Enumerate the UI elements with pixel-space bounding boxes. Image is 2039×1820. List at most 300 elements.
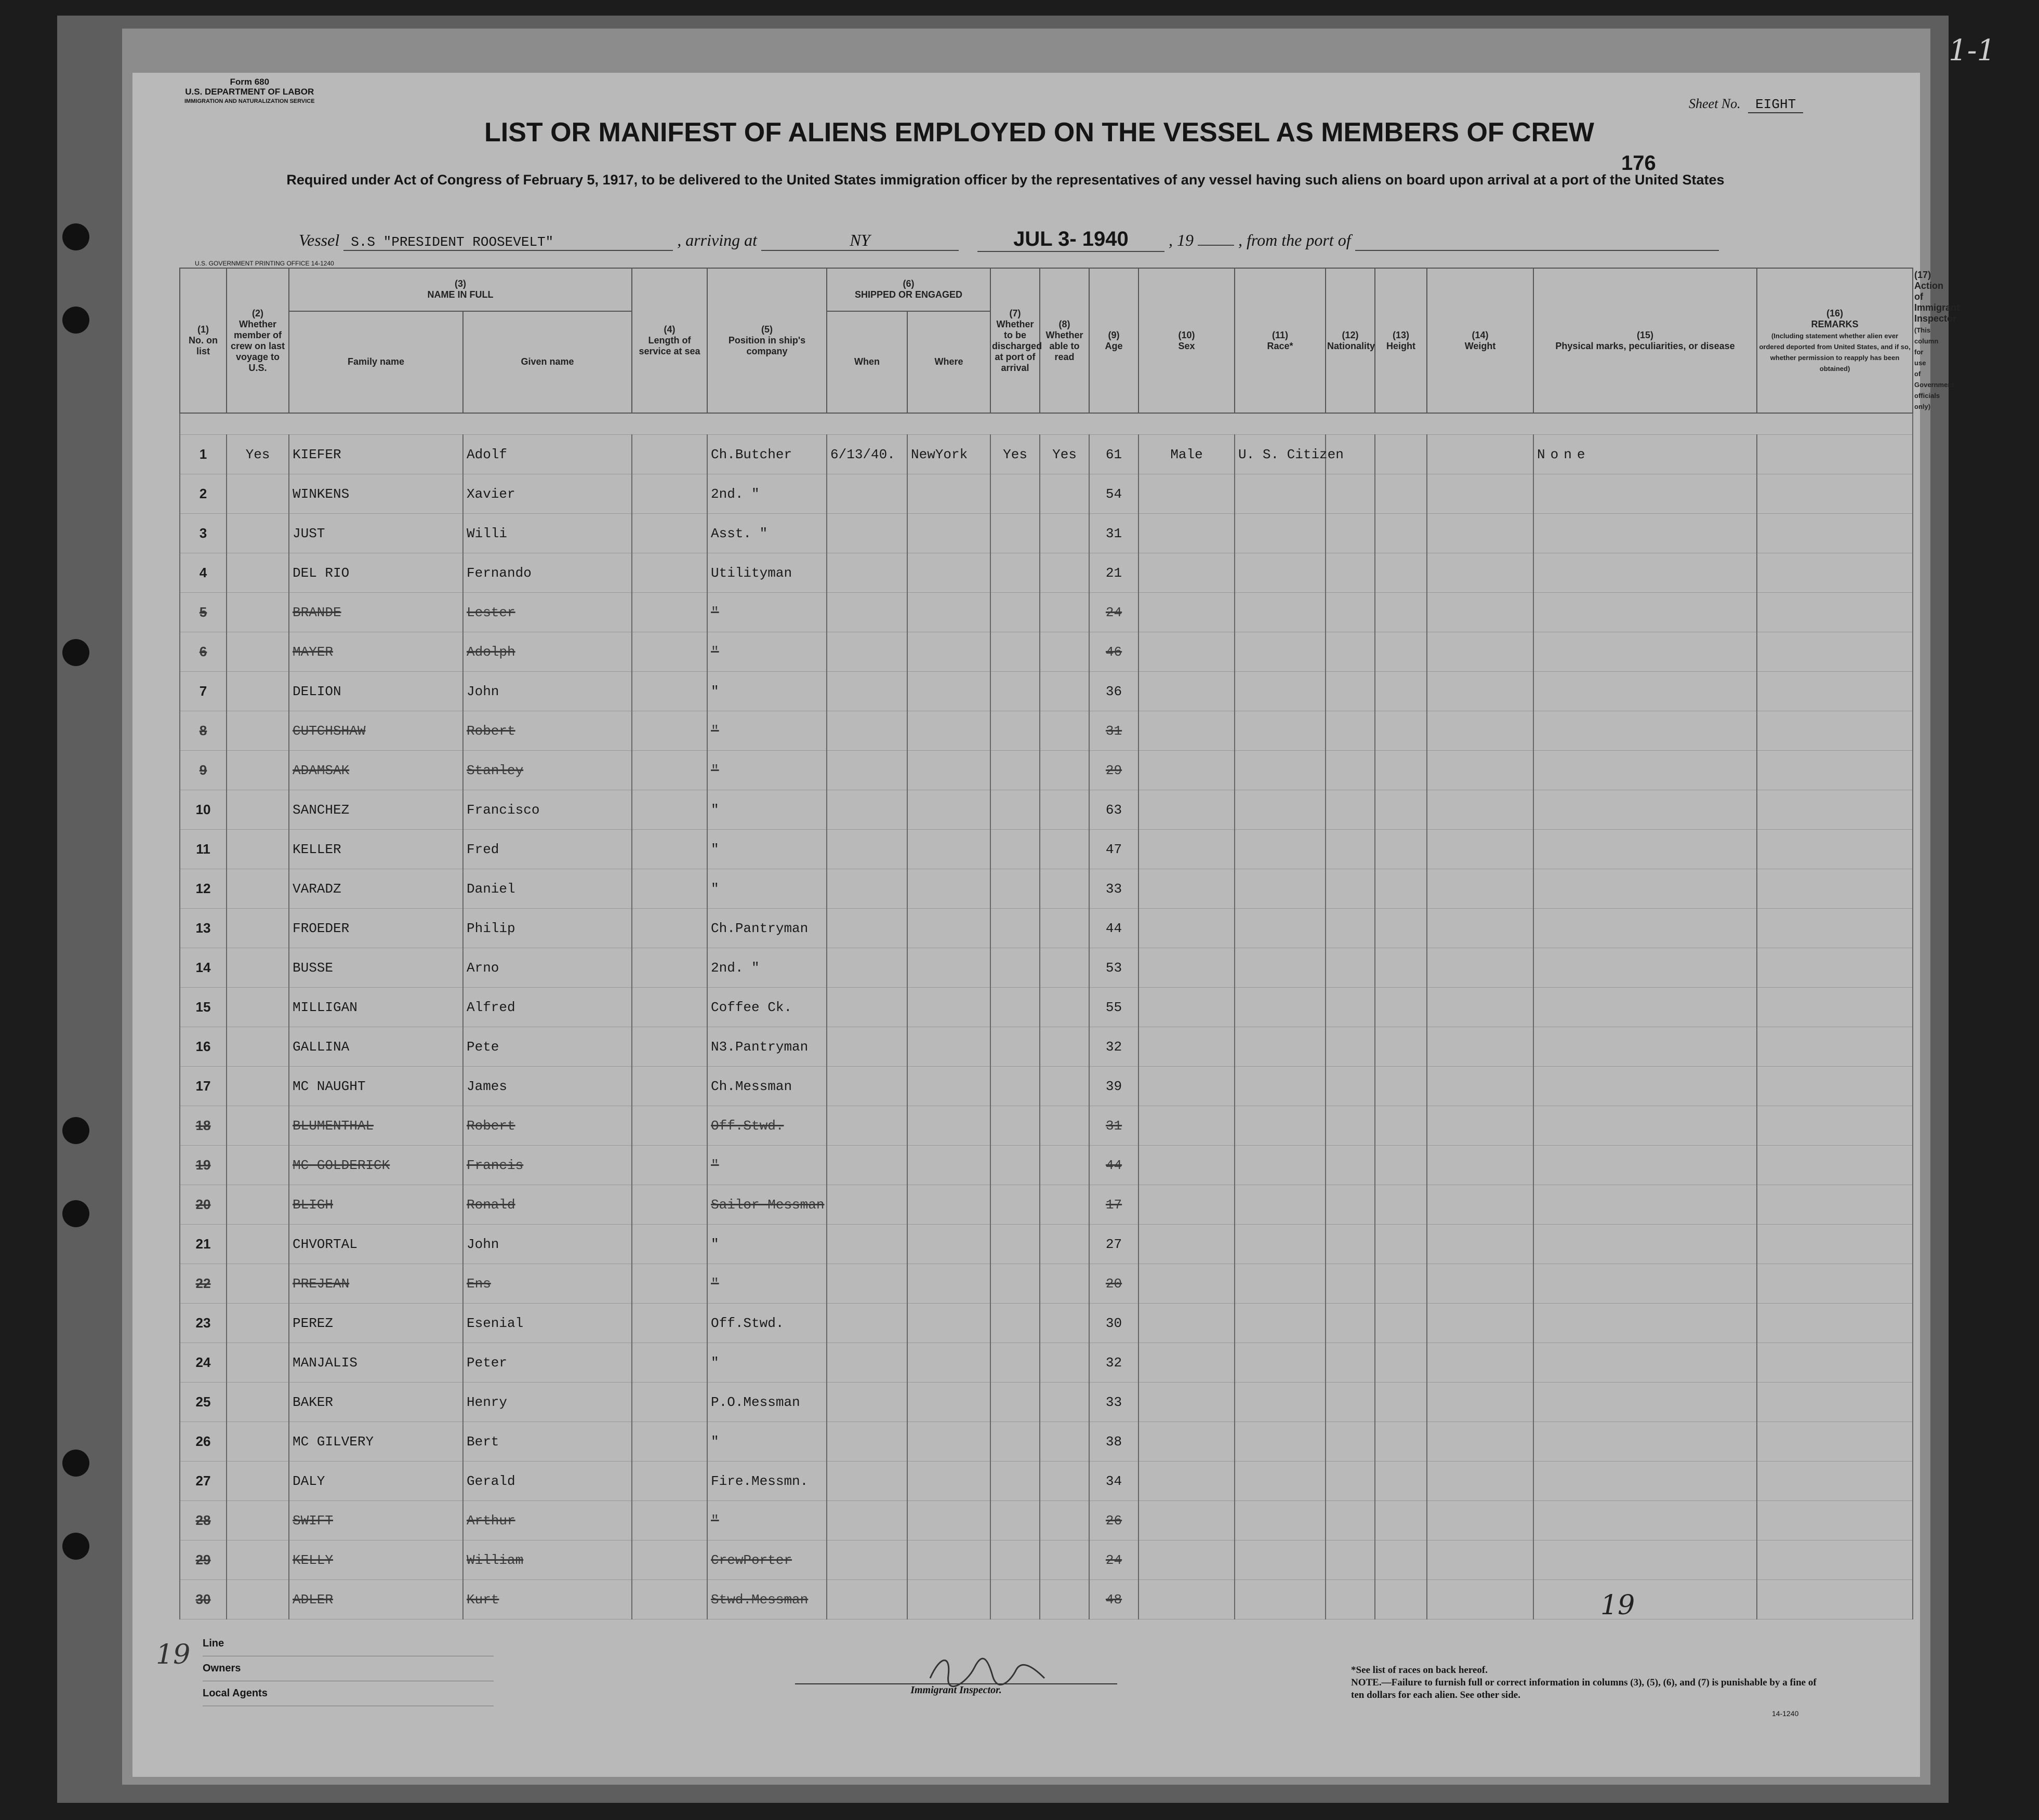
year-label: , 19 (1168, 231, 1194, 249)
shipped-where-cell (907, 1462, 990, 1501)
position-cell: N3.Pantryman (707, 1027, 827, 1067)
shipped-where-cell (907, 632, 990, 672)
given-name-cell: Arno (463, 948, 632, 988)
able-to-read-cell (1040, 1304, 1089, 1343)
table-row (180, 1106, 1913, 1146)
physical-marks-cell (1533, 1501, 1757, 1540)
position-cell: " (707, 751, 827, 790)
height-cell (1375, 948, 1427, 988)
punch-hole (62, 1533, 89, 1560)
crew-number-cell: 2 (180, 474, 227, 514)
race-cell (1235, 909, 1326, 948)
shipped-when-cell (827, 1264, 907, 1304)
race-cell (1235, 1146, 1326, 1185)
table-row (180, 1185, 1913, 1225)
family-name-cell: ADLER (289, 1580, 463, 1619)
weight-cell (1427, 632, 1533, 672)
position-cell: " (707, 632, 827, 672)
length-of-service-cell (632, 1225, 707, 1264)
age-cell: 48 (1089, 1580, 1138, 1619)
weight-cell (1427, 1225, 1533, 1264)
sex-cell (1138, 1225, 1235, 1264)
sex-cell (1138, 1106, 1235, 1146)
nationality-cell (1326, 790, 1375, 830)
to-be-discharged-cell (990, 1304, 1040, 1343)
race-cell (1235, 988, 1326, 1027)
physical-marks-cell (1533, 948, 1757, 988)
length-of-service-cell (632, 790, 707, 830)
shipped-where-cell (907, 514, 990, 553)
crew-number-cell: 25 (180, 1383, 227, 1422)
race-cell (1235, 869, 1326, 909)
family-name-cell: CHVORTAL (289, 1225, 463, 1264)
length-of-service-cell (632, 869, 707, 909)
inspector-action-cell (1757, 830, 1913, 869)
physical-marks-cell (1533, 1540, 1757, 1580)
able-to-read-cell (1040, 1580, 1089, 1619)
position-cell: " (707, 672, 827, 711)
able-to-read-cell (1040, 751, 1089, 790)
col-header-race: (11) Race* (1235, 268, 1326, 413)
race-cell (1235, 1422, 1326, 1462)
given-name-cell: Esenial (463, 1304, 632, 1343)
position-cell: Coffee Ck. (707, 988, 827, 1027)
to-be-discharged-cell (990, 1067, 1040, 1106)
family-name-cell: PEREZ (289, 1304, 463, 1343)
col-header-nationality: (12) Nationality (1326, 268, 1375, 413)
physical-marks-cell (1533, 474, 1757, 514)
inspector-action-cell (1757, 1225, 1913, 1264)
sex-cell (1138, 1422, 1235, 1462)
height-cell (1375, 1462, 1427, 1501)
given-name-cell: Francisco (463, 790, 632, 830)
last-voyage-cell (227, 1264, 289, 1304)
age-cell: 17 (1089, 1185, 1138, 1225)
inspector-action-cell (1757, 1343, 1913, 1383)
to-be-discharged-cell (990, 988, 1040, 1027)
inspector-action-cell (1757, 1264, 1913, 1304)
position-cell: " (707, 1422, 827, 1462)
last-voyage-cell (227, 553, 289, 593)
able-to-read-cell (1040, 672, 1089, 711)
race-cell (1235, 1383, 1326, 1422)
inspector-action-cell (1757, 1027, 1913, 1067)
weight-cell (1427, 1580, 1533, 1619)
document-subtitle: Required under Act of Congress of February 5, 1917, to be delivered to the United States immigration officer by the representatives of any vessel having such aliens on board upon arrival at a port of the United States (286, 172, 1725, 188)
vessel-line (299, 228, 1719, 252)
inspector-action-cell (1757, 593, 1913, 632)
family-name-cell: CUTCHSHAW (289, 711, 463, 751)
nationality-cell (1326, 1146, 1375, 1185)
last-voyage-cell (227, 1540, 289, 1580)
sex-cell (1138, 830, 1235, 869)
able-to-read-cell (1040, 830, 1089, 869)
family-name-cell: DALY (289, 1462, 463, 1501)
race-cell (1235, 1501, 1326, 1540)
physical-marks-cell (1533, 988, 1757, 1027)
nationality-cell (1326, 1383, 1375, 1422)
races-note: *See list of races on back hereof. (1351, 1665, 1488, 1676)
crew-number-cell: 21 (180, 1225, 227, 1264)
family-name-cell: SANCHEZ (289, 790, 463, 830)
last-voyage-cell (227, 632, 289, 672)
nationality-cell (1326, 1304, 1375, 1343)
bureau-name: IMMIGRATION AND NATURALIZATION SERVICE (184, 98, 315, 104)
able-to-read-cell (1040, 1106, 1089, 1146)
nationality-cell (1326, 1264, 1375, 1304)
to-be-discharged-cell (990, 672, 1040, 711)
position-cell: " (707, 1225, 827, 1264)
height-cell (1375, 672, 1427, 711)
sex-cell (1138, 948, 1235, 988)
height-cell (1375, 830, 1427, 869)
weight-cell (1427, 1027, 1533, 1067)
age-cell: 39 (1089, 1067, 1138, 1106)
shipped-where-cell (907, 1304, 990, 1343)
given-name-cell: Lester (463, 593, 632, 632)
table-row (180, 790, 1913, 830)
to-be-discharged-cell (990, 474, 1040, 514)
family-name-cell: MILLIGAN (289, 988, 463, 1027)
age-cell: 47 (1089, 830, 1138, 869)
inspector-action-cell (1757, 909, 1913, 948)
vessel-name: S.S "PRESIDENT ROOSEVELT" (343, 234, 673, 251)
given-name-cell: Fernando (463, 553, 632, 593)
crew-number-cell: 27 (180, 1462, 227, 1501)
shipped-where-cell (907, 1580, 990, 1619)
weight-cell (1427, 1264, 1533, 1304)
able-to-read-cell (1040, 1225, 1089, 1264)
inspector-action-cell (1757, 632, 1913, 672)
physical-marks-cell (1533, 790, 1757, 830)
sex-cell (1138, 751, 1235, 790)
length-of-service-cell (632, 1422, 707, 1462)
shipped-where-cell (907, 1422, 990, 1462)
inspector-action-cell (1757, 869, 1913, 909)
inspector-action-cell (1757, 435, 1913, 474)
sex-cell (1138, 1264, 1235, 1304)
col-header-position: (5) Position in ship's company (707, 268, 827, 413)
penalty-note: NOTE.—Failure to furnish full or correct information in columns (3), (5), (6), and (7) is punishable by a fine of ten dollars for each alien. See other side. (1351, 1677, 1817, 1701)
weight-cell (1427, 988, 1533, 1027)
race-cell (1235, 1106, 1326, 1146)
given-name-cell: John (463, 672, 632, 711)
inspector-action-cell (1757, 1540, 1913, 1580)
last-voyage-cell (227, 593, 289, 632)
punch-hole (62, 639, 89, 666)
inspector-action-cell (1757, 1383, 1913, 1422)
inspector-action-cell (1757, 1580, 1913, 1619)
nationality-cell (1326, 1106, 1375, 1146)
family-name-cell: GALLINA (289, 1027, 463, 1067)
last-voyage-cell (227, 474, 289, 514)
given-name-cell: John (463, 1225, 632, 1264)
sex-cell (1138, 1027, 1235, 1067)
to-be-discharged-cell (990, 1462, 1040, 1501)
race-cell (1235, 593, 1326, 632)
last-voyage-cell (227, 1422, 289, 1462)
last-voyage-cell (227, 830, 289, 869)
given-name-cell: Robert (463, 1106, 632, 1146)
physical-marks-cell (1533, 751, 1757, 790)
shipped-when-cell (827, 1343, 907, 1383)
length-of-service-cell (632, 988, 707, 1027)
nationality-cell (1326, 1185, 1375, 1225)
shipped-where-cell (907, 593, 990, 632)
sex-cell (1138, 514, 1235, 553)
shipped-when-cell (827, 593, 907, 632)
weight-cell (1427, 553, 1533, 593)
inspector-action-cell (1757, 1422, 1913, 1462)
form-identification (184, 77, 315, 107)
shipped-when-cell (827, 1462, 907, 1501)
nationality-cell (1326, 1343, 1375, 1383)
family-name-cell: VARADZ (289, 869, 463, 909)
inspector-action-cell (1757, 1185, 1913, 1225)
shipped-when-cell (827, 988, 907, 1027)
nationality-cell (1326, 1225, 1375, 1264)
shipped-when-cell (827, 1185, 907, 1225)
punch-hole (62, 223, 89, 250)
shipped-when-cell (827, 909, 907, 948)
given-name-cell: Peter (463, 1343, 632, 1383)
inspector-action-cell (1757, 1146, 1913, 1185)
race-cell (1235, 751, 1326, 790)
shipped-when-cell (827, 1067, 907, 1106)
shipped-where-cell (907, 474, 990, 514)
family-name-cell: BLUMENTHAL (289, 1106, 463, 1146)
col-header-family-name: Family name (289, 311, 463, 413)
shipped-when-cell (827, 474, 907, 514)
col-header-age: (9) Age (1089, 268, 1138, 413)
length-of-service-cell (632, 1501, 707, 1540)
height-cell (1375, 1264, 1427, 1304)
shipped-where-cell (907, 1501, 990, 1540)
height-cell (1375, 1027, 1427, 1067)
race-cell (1235, 1185, 1326, 1225)
sex-cell (1138, 632, 1235, 672)
shipped-when-cell (827, 830, 907, 869)
race-cell (1235, 790, 1326, 830)
shipped-when-cell (827, 1304, 907, 1343)
last-voyage-cell (227, 1067, 289, 1106)
physical-marks-cell (1533, 830, 1757, 869)
age-cell: 29 (1089, 751, 1138, 790)
given-name-cell: Fred (463, 830, 632, 869)
able-to-read-cell (1040, 869, 1089, 909)
height-cell (1375, 1343, 1427, 1383)
last-voyage-cell (227, 1580, 289, 1619)
inspector-action-cell (1757, 948, 1913, 988)
length-of-service-cell (632, 1580, 707, 1619)
race-cell (1235, 711, 1326, 751)
physical-marks-cell (1533, 1580, 1757, 1619)
shipped-when-cell (827, 632, 907, 672)
punch-hole (62, 1117, 89, 1144)
race-cell: U. S. Citizen (1235, 435, 1326, 474)
position-cell: " (707, 1146, 827, 1185)
age-cell: 54 (1089, 474, 1138, 514)
position-cell: Ch.Messman (707, 1067, 827, 1106)
col-header-given-name: Given name (463, 311, 632, 413)
race-cell (1235, 1067, 1326, 1106)
weight-cell (1427, 711, 1533, 751)
last-voyage-cell (227, 1185, 289, 1225)
last-voyage-cell (227, 1343, 289, 1383)
height-cell (1375, 514, 1427, 553)
able-to-read-cell (1040, 1067, 1089, 1106)
nationality-cell (1326, 948, 1375, 988)
table-row (180, 593, 1913, 632)
arrival-date-stamp: JUL 3- 1940 (977, 228, 1164, 252)
table-row (180, 1580, 1913, 1619)
physical-marks-cell (1533, 553, 1757, 593)
family-name-cell: SWIFT (289, 1501, 463, 1540)
family-name-cell: BRANDE (289, 593, 463, 632)
height-cell (1375, 1422, 1427, 1462)
physical-marks-cell (1533, 1146, 1757, 1185)
weight-cell (1427, 751, 1533, 790)
family-name-cell: JUST (289, 514, 463, 553)
nationality-cell (1326, 632, 1375, 672)
to-be-discharged-cell (990, 1501, 1040, 1540)
nationality-cell (1326, 514, 1375, 553)
crew-number-cell: 16 (180, 1027, 227, 1067)
last-voyage-cell: Yes (227, 435, 289, 474)
crew-number-cell: 29 (180, 1540, 227, 1580)
able-to-read-cell (1040, 1264, 1089, 1304)
given-name-cell: Daniel (463, 869, 632, 909)
crew-number-cell: 7 (180, 672, 227, 711)
given-name-cell: James (463, 1067, 632, 1106)
physical-marks-cell (1533, 514, 1757, 553)
able-to-read-cell (1040, 1462, 1089, 1501)
form-number: Form 680 (230, 77, 270, 87)
able-to-read-cell (1040, 790, 1089, 830)
position-cell: " (707, 593, 827, 632)
able-to-read-cell (1040, 1501, 1089, 1540)
physical-marks-cell (1533, 1462, 1757, 1501)
weight-cell (1427, 830, 1533, 869)
to-be-discharged-cell (990, 1185, 1040, 1225)
table-row (180, 514, 1913, 553)
age-cell: 32 (1089, 1343, 1138, 1383)
nationality-cell (1326, 830, 1375, 869)
weight-cell (1427, 1185, 1533, 1225)
last-voyage-cell (227, 1225, 289, 1264)
to-be-discharged-cell (990, 1027, 1040, 1067)
shipped-where-cell (907, 1146, 990, 1185)
crew-number-cell: 11 (180, 830, 227, 869)
family-name-cell: FROEDER (289, 909, 463, 948)
last-voyage-cell (227, 1304, 289, 1343)
age-cell: 36 (1089, 672, 1138, 711)
crew-manifest-table: (1) No. on list (2) Whether member of crew on last voyage to U.S. (3) NAME IN FULL (4) Length of service at sea (5) Position in ship's company (6) SHIPPED OR ENGAGED (7) Whether to be discharged at port of arrival (8) Whether able to read (9) Age (10) Sex (11) Race* (12) Nationality (13) Height (14) Weight (15) Physical marks, peculiarities, or disease (16) REMARKS (Including statement whether alien ever ordered deported from United States, and if so, whether permission to reapply has been obtained) (17) Action of Immigrant Inspector (This column for use of Government officials only) Family name Given name When Where 1 Yes KIEFER Adolf Ch.Butcher 6/13/40. NewYork Yes Yes 61 Male U. S. Citizen None 2 WINKENS Xavier 2nd. " 54 3 JUST Willi Asst. " 31 4 DEL RIO Fernando Utilityman 21 5 BRANDE Lester " 24 6 MAYER Adolph " 46 7 DELION John " 36 8 CUTCHSHAW Robert " 31 9 ADAMSAK Stanley " 29 10 SANCHEZ Francisco " 63 11 KELLER Fred " 47 12 VARADZ Daniel " 33 13 FROEDER Philip Ch.Pantryman 44 14 BUSSE Arno 2nd. " 53 15 MILLIGAN Alfred Coffee Ck. 55 16 GALLINA Pete N3.Pantryman 32 17 MC NAUGHT James Ch.Messman 39 18 BLUMENTHAL Robert Off.Stwd. 31 19 MC GOLDERICK Francis " 44 20 BLIGH Ronald Sailor Messman 17 21 CHVORTAL John " 27 22 PREJEAN Ens " 20 23 PEREZ Esenial Off.Stwd. 30 24 MANJALIS Peter " 32 25 BAKER Henry P.O.Messman 33 26 MC GILVERY Bert " 38 27 DALY Gerald Fire.Messmn. 34 28 SWIFT Arthur " 26 29 KELLY William CrewPorter 24 30 ADLER Kurt Stwd.Messman 48 (179, 268, 1913, 1619)
inspector-action-cell (1757, 672, 1913, 711)
length-of-service-cell (632, 1264, 707, 1304)
given-name-cell: Xavier (463, 474, 632, 514)
family-name-cell: KELLY (289, 1540, 463, 1580)
weight-cell (1427, 474, 1533, 514)
sex-cell (1138, 553, 1235, 593)
table-row (180, 1383, 1913, 1422)
length-of-service-cell (632, 593, 707, 632)
last-voyage-cell (227, 1146, 289, 1185)
shipped-where-cell: NewYork (907, 435, 990, 474)
crew-number-cell: 6 (180, 632, 227, 672)
family-name-cell: MANJALIS (289, 1343, 463, 1383)
nationality-cell (1326, 1422, 1375, 1462)
shipped-where-cell (907, 909, 990, 948)
physical-marks-cell: None (1533, 435, 1757, 474)
table-row (180, 1027, 1913, 1067)
physical-marks-cell (1533, 1225, 1757, 1264)
given-name-cell: Adolf (463, 435, 632, 474)
position-cell: Utilityman (707, 553, 827, 593)
age-cell: 44 (1089, 1146, 1138, 1185)
shipped-when-cell (827, 672, 907, 711)
physical-marks-cell (1533, 1106, 1757, 1146)
age-cell: 27 (1089, 1225, 1138, 1264)
length-of-service-cell (632, 1343, 707, 1383)
to-be-discharged-cell (990, 593, 1040, 632)
sheet-number (1689, 96, 1803, 112)
height-cell (1375, 1501, 1427, 1540)
position-cell: Asst. " (707, 514, 827, 553)
height-cell (1375, 1580, 1427, 1619)
table-row (180, 830, 1913, 869)
shipped-where-cell (907, 672, 990, 711)
position-cell: 2nd. " (707, 948, 827, 988)
last-voyage-cell (227, 1462, 289, 1501)
shipped-when-cell (827, 1580, 907, 1619)
shipped-where-cell (907, 1067, 990, 1106)
line-label: Line (203, 1631, 494, 1656)
to-be-discharged-cell (990, 1343, 1040, 1383)
length-of-service-cell (632, 830, 707, 869)
age-cell: 44 (1089, 909, 1138, 948)
shipped-where-cell (907, 790, 990, 830)
to-be-discharged-cell (990, 869, 1040, 909)
race-cell (1235, 1540, 1326, 1580)
age-cell: 61 (1089, 435, 1138, 474)
last-voyage-cell (227, 1106, 289, 1146)
punch-hole (62, 1450, 89, 1477)
physical-marks-cell (1533, 593, 1757, 632)
given-name-cell: William (463, 1540, 632, 1580)
table-row (180, 909, 1913, 948)
last-voyage-cell (227, 948, 289, 988)
crew-number-cell: 17 (180, 1067, 227, 1106)
race-cell (1235, 514, 1326, 553)
handwritten-number-left: 19 (156, 1639, 191, 1670)
family-name-cell: WINKENS (289, 474, 463, 514)
crew-number-cell: 3 (180, 514, 227, 553)
table-row (180, 1146, 1913, 1185)
sex-cell (1138, 1580, 1235, 1619)
vessel-label: Vessel (299, 231, 340, 249)
length-of-service-cell (632, 1106, 707, 1146)
arriving-at (761, 231, 959, 251)
shipped-when-cell (827, 1501, 907, 1540)
shipped-when-cell (827, 1106, 907, 1146)
inspector-action-cell (1757, 1304, 1913, 1343)
given-name-cell: Stanley (463, 751, 632, 790)
height-cell (1375, 474, 1427, 514)
to-be-discharged-cell (990, 1422, 1040, 1462)
sex-cell (1138, 790, 1235, 830)
race-cell (1235, 474, 1326, 514)
